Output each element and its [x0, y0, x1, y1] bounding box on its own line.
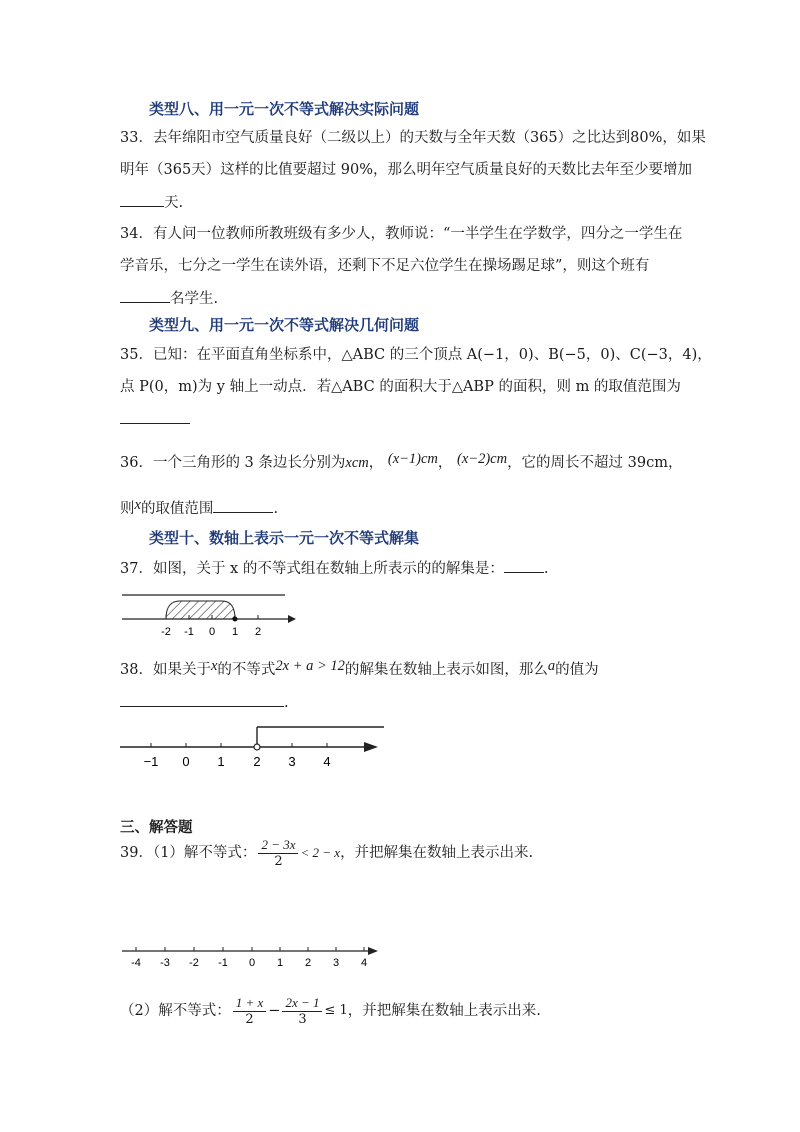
- q37-text: 37．如图，关于 x 的不等式组在数轴上所表示的的解集是： .: [120, 558, 548, 579]
- tick-label: 2: [253, 754, 261, 769]
- tick-label: 4: [360, 957, 368, 969]
- answer-blank[interactable]: [504, 558, 544, 573]
- q33-line2: 明年（365天）这样的比值要超过 90%，那么明年空气质量良好的天数比去年至少要增加: [120, 162, 693, 178]
- q39-part2: （2）解不等式： $\frac{1 + x}{2}$ − $\frac{2x - 1}{3}$ ≤ 1 ，并把解集在数轴上表示出来.: [120, 994, 541, 1027]
- tick-label: 3: [288, 754, 296, 769]
- answer-blank[interactable]: [120, 192, 164, 207]
- tick-label: 1: [217, 754, 225, 769]
- q33-line3: 天.: [120, 192, 183, 213]
- solution-region: [166, 601, 235, 619]
- q39-part1: 39．（1）解不等式： $\frac{2 - 3x}{2}$ < 2 − x ，并把解集在数轴上表示出来.: [120, 836, 534, 869]
- tick-label: −1: [143, 754, 159, 769]
- tick-label: -2: [161, 626, 171, 638]
- q34-line3: 名学生.: [120, 288, 218, 309]
- tick-label: 4: [323, 754, 331, 769]
- endpoint-closed: [233, 617, 238, 622]
- axis-arrow: [368, 947, 378, 955]
- tick-label: 2: [304, 957, 312, 969]
- tick-label: 1: [276, 957, 284, 969]
- q35-line1: 35．已知：在平面直角坐标系中，△ABC 的三个顶点 A(−1，0)、B(−5，0)、C(−3，4)，: [120, 347, 712, 363]
- axis-arrow: [364, 742, 378, 752]
- fraction: $\frac{2x - 1}{3}$: [282, 995, 322, 1028]
- q38-line1: 38．如果关于x的不等式2x + a > 12的解集在数轴上表示如图，那么a的值为: [120, 658, 599, 678]
- tick-label: 0: [208, 626, 216, 638]
- q33-line1: 33．去年绵阳市空气质量良好（二级以上）的天数与全年天数（365）之比达到80%，如果: [120, 130, 706, 146]
- q34-line2: 学音乐，七分之一学生在读外语，还剩下不足六位学生在操场踢足球”，则这个班有: [120, 258, 650, 274]
- tick-label: -2: [189, 957, 199, 969]
- section-title-10: 类型十、数轴上表示一元一次不等式解集: [149, 529, 420, 547]
- answer-blank[interactable]: [120, 288, 170, 303]
- fraction: $\frac{1 + x}{2}$: [233, 995, 267, 1028]
- q35-line2: 点 P(0，m)为 y 轴上一动点．若△ABC 的面积大于△ABP 的面积，则 m 的取值范围为: [120, 379, 681, 395]
- answer-blank[interactable]: [120, 692, 284, 707]
- tick-label: 0: [248, 957, 256, 969]
- tick-label: 2: [254, 626, 262, 638]
- tick-label: 3: [332, 957, 340, 969]
- q36-line1: 36．一个三角形的 3 条边长分别为xcm， (x−1)cm， (x−2)cm，它的周长不超过 39cm，: [120, 451, 683, 471]
- tick-label: 0: [182, 754, 190, 769]
- section-title-9: 类型九、用一元一次不等式解决几何问题: [149, 316, 420, 334]
- section-title-8: 类型八、用一元一次不等式解决实际问题: [149, 100, 420, 118]
- q36-line2: 则x的取值范围 .: [120, 497, 279, 517]
- q34-line1: 34．有人问一位教师所教班级有多少人，教师说：“一半学生在学数学，四分之一学生在: [120, 226, 683, 242]
- tick-label: 1: [231, 626, 239, 638]
- q38-line2: .: [120, 692, 289, 713]
- tick-label: -1: [218, 957, 228, 969]
- tick-label: -4: [131, 957, 141, 969]
- answer-blank[interactable]: [213, 498, 273, 513]
- q39-number-line: [118, 938, 382, 970]
- endpoint-open: [254, 744, 260, 750]
- q37-number-line: [118, 588, 298, 640]
- answer-blank[interactable]: [120, 423, 190, 424]
- axis-arrow: [288, 615, 296, 623]
- fraction: $\frac{2 - 3x}{2}$: [258, 837, 298, 870]
- part-heading: 三、解答题: [120, 820, 193, 836]
- tick-label: -1: [184, 626, 194, 638]
- q38-number-line: [118, 716, 388, 772]
- tick-label: -3: [160, 957, 170, 969]
